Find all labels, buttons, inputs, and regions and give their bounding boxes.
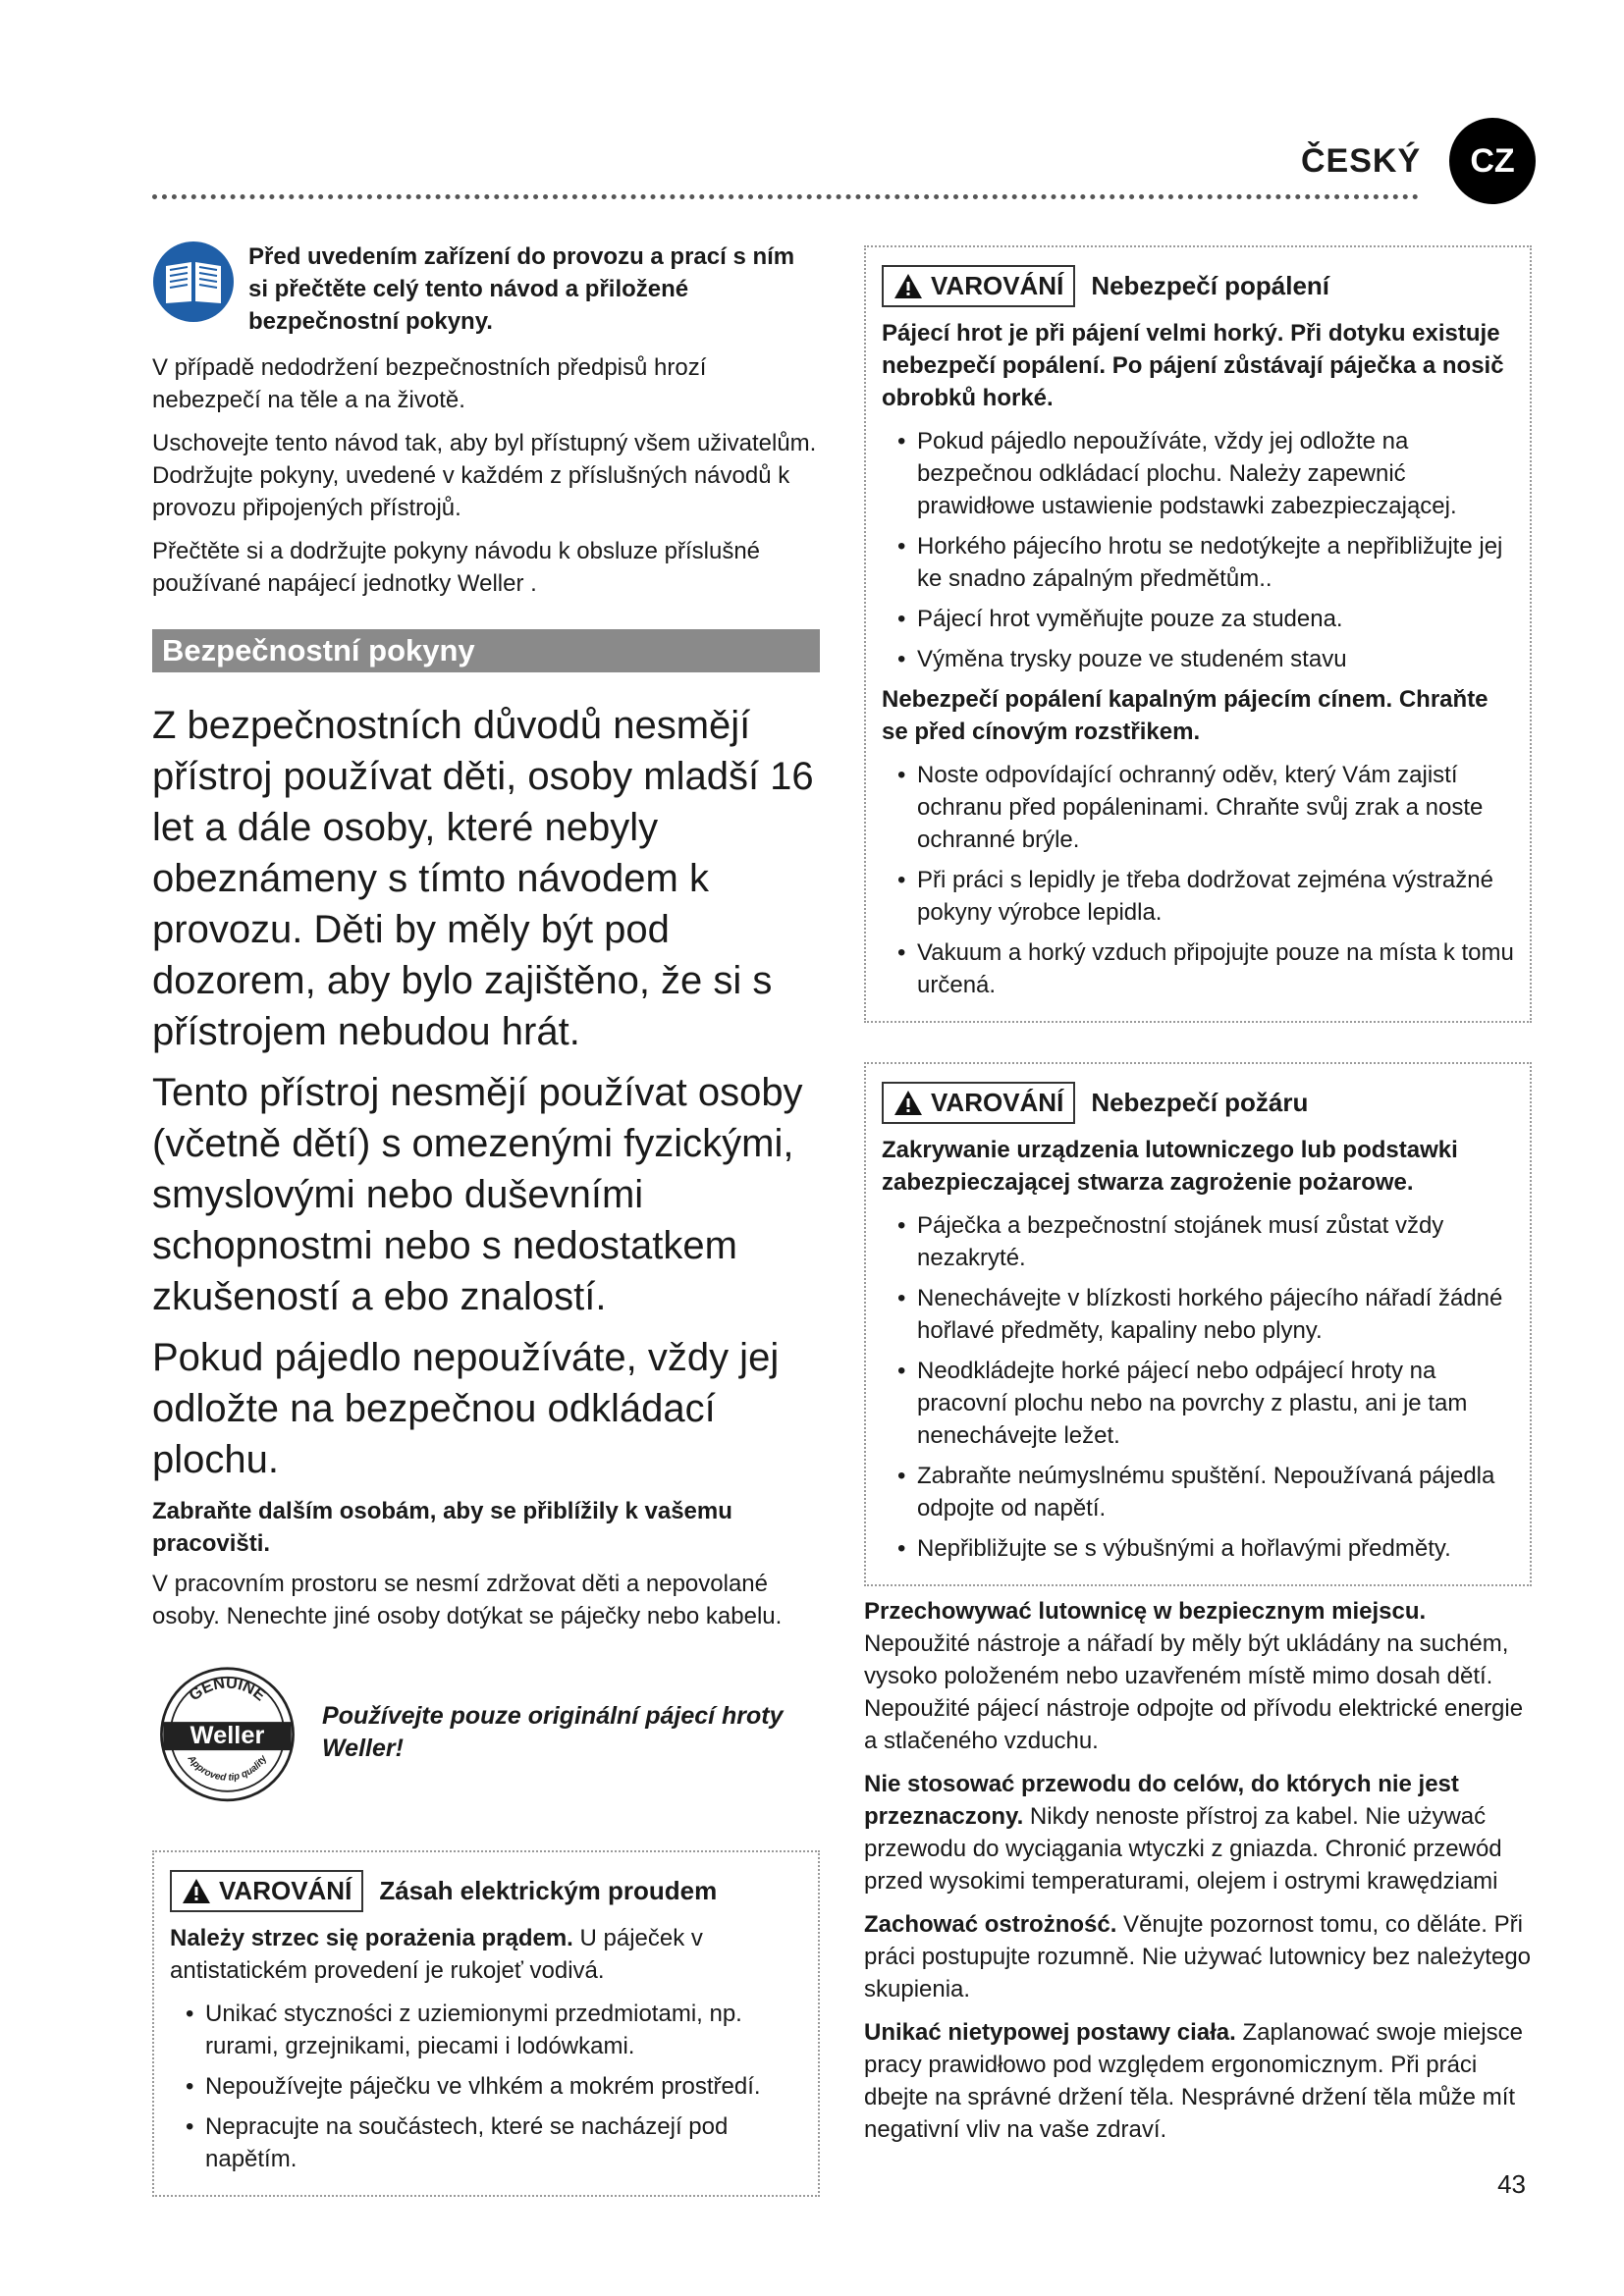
header-divider	[152, 194, 1419, 199]
warning-lead: Należy strzec się porażenia prądem. U páječek v antistatickém provedení je rukojeť vodivá.	[170, 1925, 703, 1984]
list-item: • Nenechávejte v blízkosti horkého pájecího nářadí žádné hořlavé předměty, kapaliny nebo plyny.	[882, 1282, 1514, 1347]
warning-list	[170, 1998, 802, 2175]
genuine-weller-logo	[156, 1654, 298, 1811]
warning-lead: Pájecí hrot je při pájení velmi horký. Při dotyku existuje nebezpečí popálení. Po pájení zůstávají páječka a nosič obrobků horké.	[882, 320, 1504, 411]
warning-triangle-icon	[893, 273, 923, 299]
list-item: • Noste odpovídající ochranný oděv, který Vám zajistí ochranu před popáleninami. Chraňte svůj zrak a noste ochranné brýle.	[882, 759, 1514, 856]
list-item: • Páječka a bezpečnostní stojánek musí zůstat vždy nezakryté.	[882, 1209, 1514, 1274]
genuine-block	[156, 1654, 820, 1811]
list-item: • Nepoužívejte páječku ve vlhkém a mokrém prostředí.	[170, 2070, 802, 2103]
list-item: • Neodkládejte horké pájecí nebo odpájecí hroty na pracovní plochu nebo na povrchy z plastu, ani je tam nenechávejte ležet.	[882, 1355, 1514, 1452]
list-item: • Unikać styczności z uziemionymi przedmiotami, np. rurami, grzejnikami, piecami i lodówkami.	[170, 1998, 802, 2062]
intro-text: Před uvedením zařízení do provozu a prací s ním si přečtěte celý tento návod a přiložené bezpečnostní pokyny.	[248, 243, 795, 335]
paragraph: Uschovejte tento návod tak, aby byl přístupný všem uživatelům. Dodržujte pokyny, uvedené v každém z příslušných návodů k provozu připojených přístrojů.	[152, 430, 817, 521]
paragraph: V případě nedodržení bezpečnostních předpisů hrozí nebezpečí na těle a na životě.	[152, 354, 707, 413]
list-item: • Zabraňte neúmyslnému spuštění. Nepoužívaná pájedla odpojte od napětí.	[882, 1460, 1514, 1524]
warning-title: Nebezpečí požáru	[1091, 1088, 1309, 1117]
paragraph: Nie stosować przewodu do celów, do których nie jest przeznaczony. Nikdy nenoste přístroj za kabel. Nie używać przewodu do wyciągania wtyczki z gniazda. Chronić przewód przed wysokimi temperaturami, olejem i ostrymi krawędziami	[864, 1771, 1502, 1895]
list-item: • Pájecí hrot vyměňujte pouze za studena.	[882, 603, 1514, 635]
paragraph: Přečtěte si a dodržujte pokyny návodu k obsluze příslušné používané napájecí jednotky Weller .	[152, 538, 761, 597]
page-number: 43	[1497, 2169, 1526, 2199]
warning-label: VAROVÁNÍ	[882, 1082, 1075, 1124]
warning-triangle-icon	[182, 1878, 211, 1904]
safety-text-large: Pokud pájedlo nepoužíváte, vždy jej odložte na bezpečnou odkládací plochu.	[152, 1336, 780, 1481]
manual-book-icon	[152, 240, 235, 323]
warning-list	[882, 759, 1514, 1001]
section-heading: Bezpečnostní pokyny	[152, 629, 820, 672]
list-item: • Nepracujte na součástech, které se nacházejí pod napětím.	[170, 2110, 802, 2175]
warning-title: Zásah elektrickým proudem	[379, 1876, 718, 1905]
storage-and-handling	[864, 1595, 1532, 2157]
logo-brand-text: Weller	[189, 1721, 265, 1749]
warning-box-burn	[864, 245, 1532, 1023]
warning-subhead: Nebezpečí popálení kapalným pájecím cínem. Chraňte se před cínovým rozstřikem.	[882, 686, 1489, 745]
list-item: • Výměna trysky pouze ve studeném stavu	[882, 643, 1514, 675]
language-label: ČESKÝ	[1301, 142, 1422, 180]
safety-text-large: Z bezpečnostních důvodů nesmějí přístroj používat děti, osoby mladší 16 let a dále osoby, které nebyly obeznámeny s tímto návodem k provozu. Děti by měly být pod dozorem, aby bylo zajištěno, že si s přístrojem nebudou hrát.	[152, 704, 814, 1053]
list-item: • Nepřibližujte se s výbušnými a hořlavými předměty.	[882, 1532, 1514, 1565]
safety-text-large: Tento přístroj nesmějí používat osoby (včetně dětí) s omezenými fyzickými, smyslovými nebo duševními schopnostmi nebo s nedostatkem zkušeností a ebo znalostí.	[152, 1071, 803, 1318]
genuine-text: Používejte pouze originální pájecí hroty Weller!	[322, 1702, 784, 1762]
warning-label: VAROVÁNÍ	[170, 1870, 363, 1912]
list-item: • Pokud pájedlo nepoužíváte, vždy jej odložte na bezpečnou odkládací plochu. Należy zapewnić prawidłowe ustawienie podstawki zabezpieczającej.	[882, 425, 1514, 522]
warning-list	[882, 425, 1514, 675]
list-item: • Při práci s lepidly je třeba dodržovat zejména výstražné pokyny výrobce lepidla.	[882, 864, 1514, 929]
paragraph: Zachować ostrożność. Věnujte pozornost tomu, co děláte. Při práci postupujte rozumně. Nie używać lutownicy bez należytego skupienia.	[864, 1911, 1532, 2002]
warning-title: Nebezpečí popálení	[1091, 271, 1330, 300]
language-badge: CZ	[1449, 118, 1536, 204]
paragraph: Unikać nietypowej postawy ciała. Zaplanować swoje miejsce pracy prawidłowo pod względem ergonomicznym. Při práci dbejte na správné držení těla. Nesprávné držení těla může mít negativní vliv na vaše zdraví.	[864, 2019, 1523, 2143]
warning-list	[882, 1209, 1514, 1565]
list-item: • Vakuum a horký vzduch připojujte pouze na místa k tomu určená.	[882, 936, 1514, 1001]
paragraph: Przechowywać lutownicę w bezpiecznym miejscu. Nepoužité nástroje a nářadí by měly být ukládány na suchém, vysoko položeném nebo uzavřeném místě mimo dosah dětí. Nepoužité pájecí nástroje odpojte od přívodu elektrické energie a stlačeného vzduchu.	[864, 1598, 1524, 1754]
warning-box-fire	[864, 1062, 1532, 1586]
intro-block	[152, 240, 820, 338]
warning-box-electric	[152, 1850, 820, 2197]
sub-heading: Zabraňte dalším osobám, aby se přiblížily k vašemu pracovišti.	[152, 1498, 732, 1557]
warning-label: VAROVÁNÍ	[882, 265, 1075, 307]
logo-bottom-text: Approved tip quality	[185, 1753, 270, 1784]
list-item: • Horkého pájecího hrotu se nedotýkejte a nepřibližujte jej ke snadno zápalným předmětům..	[882, 530, 1514, 595]
left-column	[152, 240, 820, 1811]
warning-triangle-icon	[893, 1090, 923, 1116]
paragraph: V pracovním prostoru se nesmí zdržovat děti a nepovolané osoby. Nenechte jiné osoby dotýkat se páječky nebo kabelu.	[152, 1571, 783, 1629]
warning-lead: Zakrywanie urządzenia lutowniczego lub podstawki zabezpieczającej stwarza zagrożenie pożarowe.	[882, 1137, 1458, 1196]
logo-top-text: GENUINE	[186, 1674, 269, 1705]
